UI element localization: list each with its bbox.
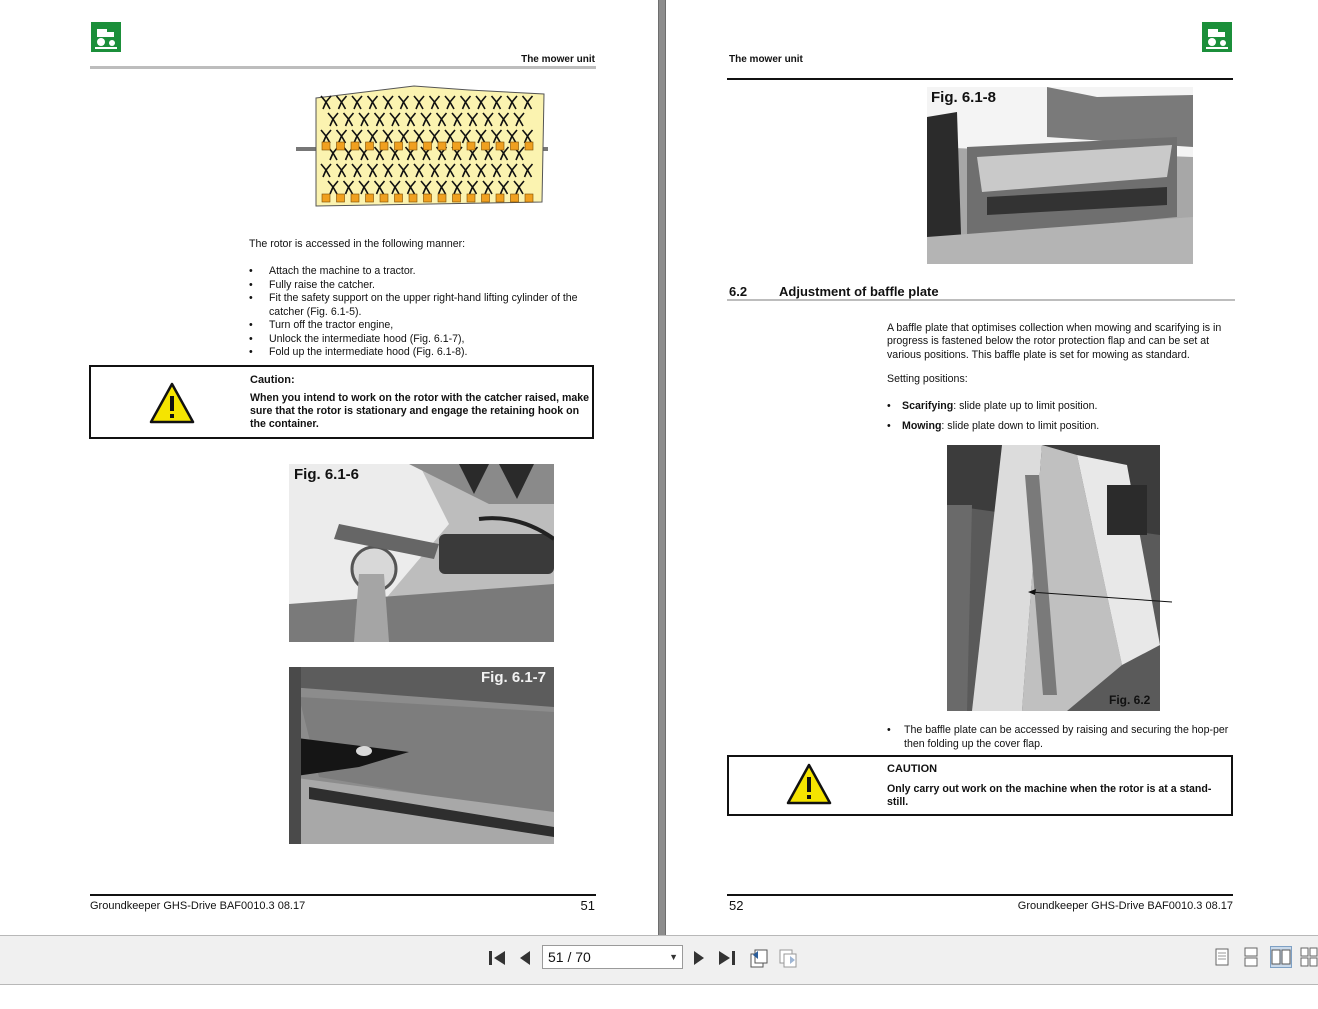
knife-holder xyxy=(511,142,519,150)
access-note-list xyxy=(887,724,1233,751)
knife-holder xyxy=(351,142,359,150)
figure-label: Fig. 6.1-6 xyxy=(294,466,360,483)
knife-holder xyxy=(409,142,417,150)
section-rule xyxy=(727,299,1235,301)
list-item: • Fit the safety support on the upper right-hand lifting cylinder of the catcher (Fig. 6.1-5). xyxy=(249,292,589,319)
rotor-illustration xyxy=(294,84,550,212)
figure-6-1-7-photo xyxy=(289,667,554,844)
page-number-select[interactable] xyxy=(542,945,683,969)
list-item: • Fully raise the catcher. xyxy=(249,279,589,293)
caution-box xyxy=(89,365,594,439)
section-number: 6.2 xyxy=(729,284,748,299)
page-gutter xyxy=(658,0,666,935)
list-item: • The baffle plate can be accessed by raising and securing the hop-per then folding up the cover flap. xyxy=(887,724,1233,751)
positions-list xyxy=(887,400,1233,433)
continuous-view-icon[interactable] xyxy=(1240,946,1262,968)
warning-icon xyxy=(149,382,195,429)
knife-holder xyxy=(409,194,417,202)
left-page xyxy=(0,0,658,935)
knife-holder xyxy=(395,142,403,150)
knife-holder xyxy=(467,142,475,150)
baffle-description: A baffle plate that optimises collection when mowing and scarifying is in progress is fastened below the rotor protection flap and can be set at various positions. This baffle plate is set for mowing as standard. xyxy=(887,322,1222,361)
knife-holder xyxy=(511,194,519,202)
header-rule xyxy=(90,66,596,69)
figure-label: Fig. 6.2 xyxy=(1109,693,1151,707)
position-text: : slide plate down to limit position. xyxy=(941,419,1100,432)
position-term: Scarifying xyxy=(902,400,954,412)
knife-holder xyxy=(525,194,533,202)
knife-holder xyxy=(366,142,374,150)
first-page-icon[interactable] xyxy=(485,946,509,970)
footer-rule xyxy=(727,894,1233,896)
knife-holder xyxy=(496,194,504,202)
setting-positions-label: Setting positions: xyxy=(887,373,968,385)
intro-text: The rotor is accessed in the following manner: xyxy=(249,238,466,250)
steps-list xyxy=(249,265,589,360)
last-page-icon[interactable] xyxy=(715,946,739,970)
caution-text: When you intend to work on the rotor with the catcher raised, make sure that the rotor is stationary and engage the retaining hook on the container. xyxy=(250,392,590,430)
page-indicator: 51 / 70 xyxy=(548,949,591,965)
knife-holder xyxy=(395,194,403,202)
list-item: • Fold up the intermediate hood (Fig. 6.1-8). xyxy=(249,346,589,360)
knife-holder xyxy=(453,142,461,150)
rotor-diagram xyxy=(294,84,550,212)
pointer-arrow xyxy=(1026,586,1176,606)
knife-holder xyxy=(351,194,359,202)
next-view-icon[interactable] xyxy=(776,946,800,970)
single-page-view-icon[interactable] xyxy=(1211,946,1233,968)
page-number: 51 xyxy=(580,898,595,913)
position-text: : slide plate up to limit position. xyxy=(953,400,1098,412)
section-title: Adjustment of baffle plate xyxy=(779,284,939,299)
viewer-toolbar xyxy=(0,935,1318,985)
caution-box xyxy=(727,755,1233,816)
knife-holder xyxy=(424,194,432,202)
knife-holder xyxy=(438,194,446,202)
knife-holder xyxy=(337,194,345,202)
caution-title: Caution: xyxy=(250,374,295,386)
list-item xyxy=(887,400,1233,414)
list-item xyxy=(887,420,1233,434)
brand-logo-icon xyxy=(1202,22,1232,52)
knife-holder xyxy=(525,142,533,150)
knife-holder xyxy=(380,142,388,150)
list-item: • Attach the machine to a tractor. xyxy=(249,265,589,279)
page-number: 52 xyxy=(729,898,744,913)
knife-holder xyxy=(366,194,374,202)
footer-rule xyxy=(90,894,596,896)
knife-holder xyxy=(337,142,345,150)
two-page-continuous-view-icon[interactable] xyxy=(1298,946,1318,968)
list-item: • Unlock the intermediate hood (Fig. 6.1-7), xyxy=(249,333,589,347)
brand-logo-icon xyxy=(91,22,121,52)
footer-document-id: Groundkeeper GHS-Drive BAF0010.3 08.17 xyxy=(90,900,306,912)
position-term: Mowing xyxy=(902,419,942,432)
header-title: The mower unit xyxy=(521,54,595,65)
caution-title: CAUTION xyxy=(887,763,938,775)
figure-6-1-6-photo xyxy=(289,464,554,642)
list-item: • Turn off the tractor engine, xyxy=(249,319,589,333)
knife-holder xyxy=(322,194,330,202)
knife-holder xyxy=(453,194,461,202)
right-page xyxy=(666,0,1318,935)
header-rule xyxy=(727,78,1233,80)
knife-holder xyxy=(424,142,432,150)
knife-holder xyxy=(438,142,446,150)
knife-holder xyxy=(322,142,330,150)
knife-holder xyxy=(482,142,490,150)
knife-holder xyxy=(380,194,388,202)
previous-view-icon[interactable] xyxy=(747,946,771,970)
knife-holder xyxy=(482,194,490,202)
warning-icon xyxy=(786,763,832,810)
figure-label: Fig. 6.1-8 xyxy=(931,89,997,106)
two-page-view-icon[interactable] xyxy=(1270,946,1292,968)
knife-holder xyxy=(496,142,504,150)
header-title: The mower unit xyxy=(729,54,803,65)
next-page-icon[interactable] xyxy=(687,946,711,970)
caution-text: Only carry out work on the machine when the rotor is at a stand-still. xyxy=(887,783,1212,808)
knife-holder xyxy=(467,194,475,202)
previous-page-icon[interactable] xyxy=(513,946,537,970)
figure-6-1-8-photo xyxy=(927,87,1193,264)
footer-document-id: Groundkeeper GHS-Drive BAF0010.3 08.17 xyxy=(1017,900,1233,912)
figure-6-2-photo xyxy=(947,445,1160,711)
figure-label: Fig. 6.1-7 xyxy=(481,669,547,686)
chevron-down-icon: ▼ xyxy=(669,952,678,962)
